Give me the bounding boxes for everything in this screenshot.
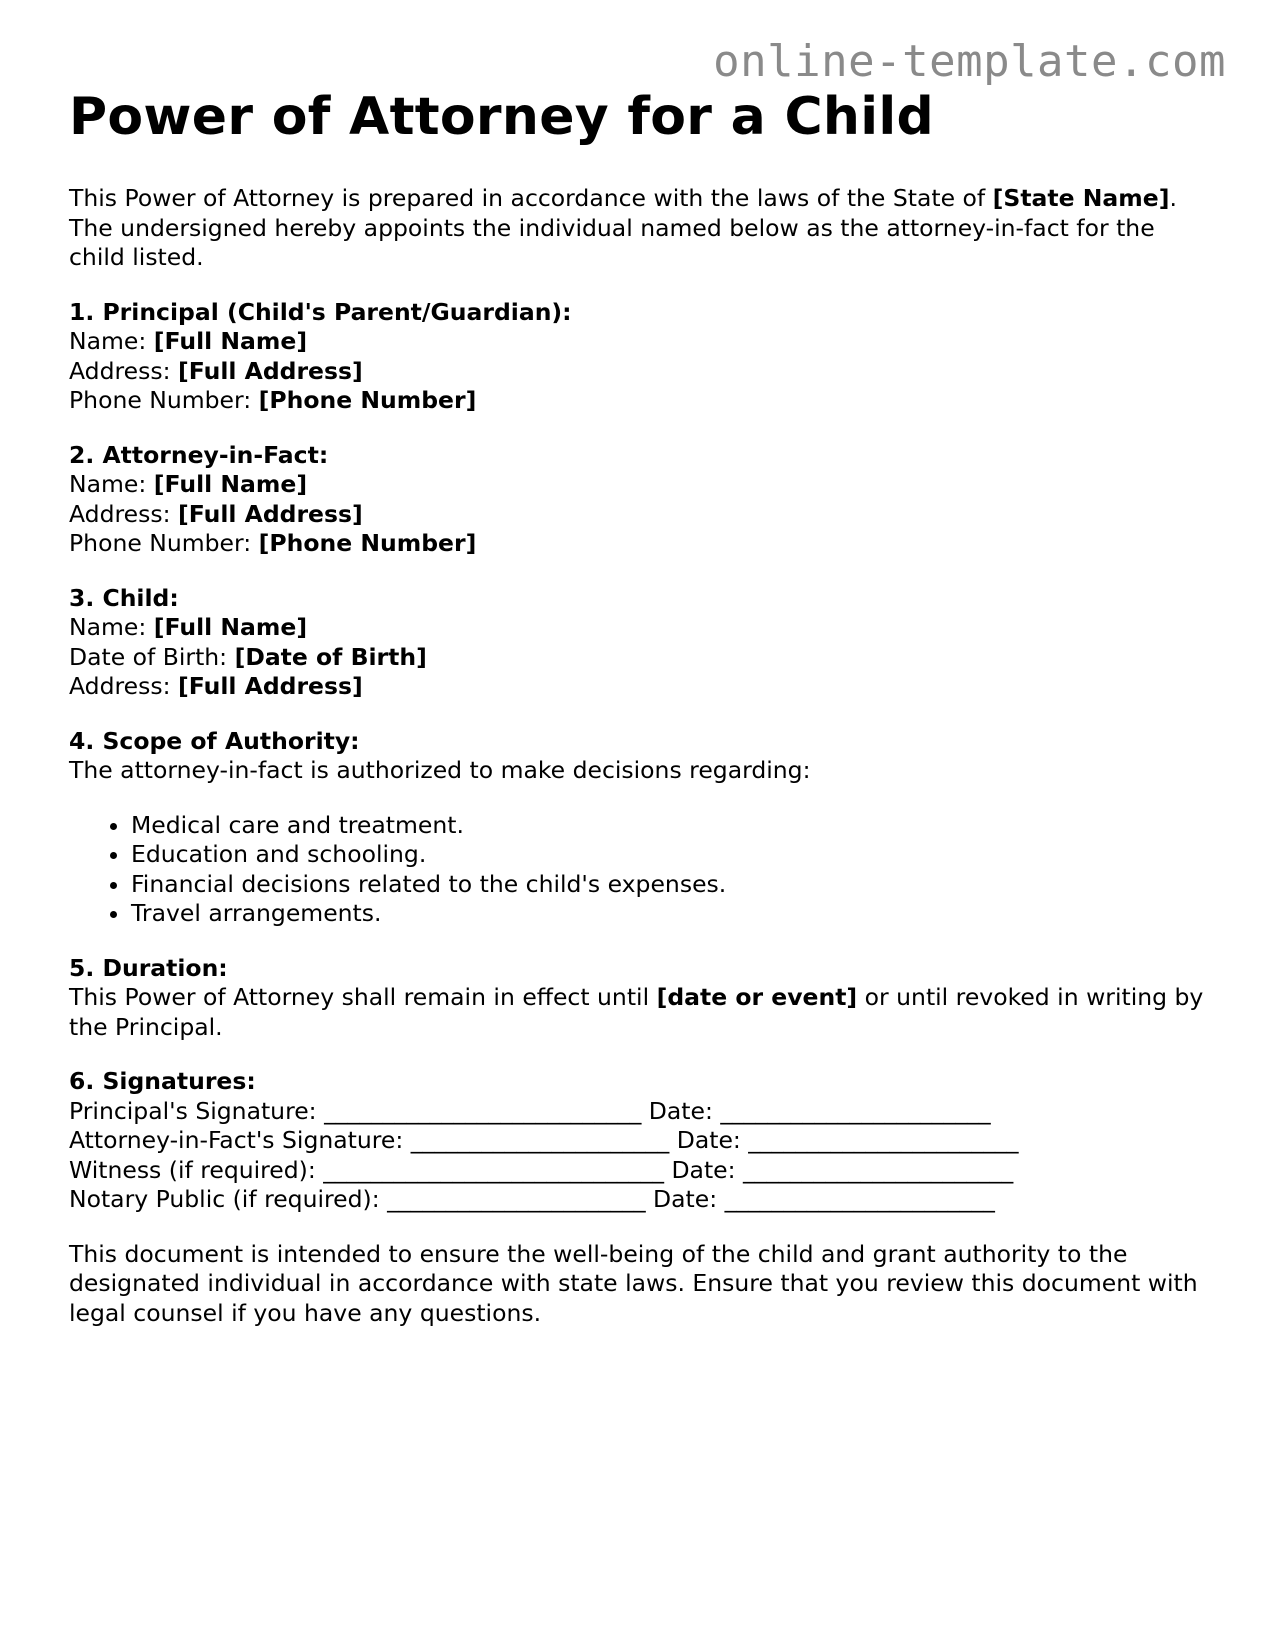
section-heading: 6. Signatures:: [69, 1067, 256, 1096]
principal-signature-line: Principal's Signature: ___________________________ Date: _______________________: [69, 1096, 991, 1125]
field-label: Name:: [69, 613, 154, 642]
attorney-name-line: [69, 470, 1209, 500]
watermark: online-template.com: [713, 36, 1226, 87]
field-placeholder: [Full Address]: [177, 499, 363, 528]
state-name-placeholder: [State Name]: [992, 184, 1170, 213]
field-placeholder: [Phone Number]: [258, 529, 477, 558]
field-label: Name:: [69, 470, 154, 499]
section-heading: 5. Duration:: [69, 953, 228, 982]
field-placeholder: [Full Name]: [153, 470, 308, 499]
principal-name-line: [69, 327, 1209, 357]
list-item: • Medical care and treatment.: [131, 811, 1209, 841]
notary-signature-line: Notary Public (if required): ______________________ Date: _______________________: [69, 1185, 995, 1214]
field-label: Date of Birth:: [69, 642, 235, 671]
field-placeholder: [Phone Number]: [258, 386, 477, 415]
field-placeholder: [Full Name]: [153, 327, 308, 356]
intro-paragraph: [69, 184, 1209, 273]
witness-signature-line: Witness (if required): _____________________________ Date: _______________________: [69, 1155, 1014, 1184]
duration-text: [69, 983, 1209, 1042]
section-signatures: [69, 1067, 1209, 1215]
duration-text-before: This Power of Attorney shall remain in effect until: [69, 983, 657, 1012]
section-heading: 1. Principal (Child's Parent/Guardian):: [69, 297, 572, 326]
scope-list: [69, 811, 1209, 929]
intro-text-before: This Power of Attorney is prepared in accordance with the laws of the State of: [69, 184, 993, 213]
list-item: • Financial decisions related to the child's expenses.: [131, 870, 1209, 900]
section-heading: 2. Attorney-in-Fact:: [69, 440, 329, 469]
field-label: Address:: [69, 672, 178, 701]
document-page: [69, 86, 1209, 1328]
duration-text-after: or until revoked in writing by the Principal.: [69, 983, 1204, 1041]
field-label: Phone Number:: [69, 386, 259, 415]
attorney-signature-line: Attorney-in-Fact's Signature: ______________________ Date: _______________________: [69, 1126, 1019, 1155]
section-heading: 4. Scope of Authority:: [69, 726, 360, 755]
scope-text: The attorney-in-fact is authorized to make decisions regarding:: [69, 756, 811, 785]
field-label: Address:: [69, 499, 178, 528]
child-address-line: [69, 672, 1209, 702]
section-attorney: [69, 441, 1209, 559]
list-item: • Travel arrangements.: [131, 899, 1209, 929]
field-label: Name:: [69, 327, 154, 356]
child-name-line: [69, 613, 1209, 643]
field-placeholder: [Full Address]: [177, 356, 363, 385]
attorney-phone-line: [69, 529, 1209, 559]
document-title: Power of Attorney for a Child: [69, 87, 934, 147]
field-label: Phone Number:: [69, 529, 259, 558]
section-duration: [69, 954, 1209, 1043]
principal-phone-line: [69, 386, 1209, 416]
closing-paragraph: This document is intended to ensure the well-being of the child and grant authority to the designated individual in accordance with state laws. Ensure that you review this document with legal counsel if you have any questions.: [69, 1239, 1198, 1327]
section-scope: [69, 727, 1209, 929]
principal-address-line: [69, 357, 1209, 387]
section-child: [69, 584, 1209, 702]
field-placeholder: [Full Name]: [153, 613, 308, 642]
section-principal: [69, 298, 1209, 416]
list-item: • Education and schooling.: [131, 840, 1209, 870]
field-placeholder: [Full Address]: [177, 672, 363, 701]
field-placeholder: [Date of Birth]: [234, 642, 427, 671]
duration-placeholder: [date or event]: [656, 983, 858, 1012]
child-dob-line: [69, 643, 1209, 673]
attorney-address-line: [69, 500, 1209, 530]
section-heading: 3. Child:: [69, 583, 179, 612]
intro-text-after: . The undersigned hereby appoints the individual named below as the attorney-in-fact for the child listed.: [69, 184, 1177, 272]
field-label: Address:: [69, 356, 178, 385]
